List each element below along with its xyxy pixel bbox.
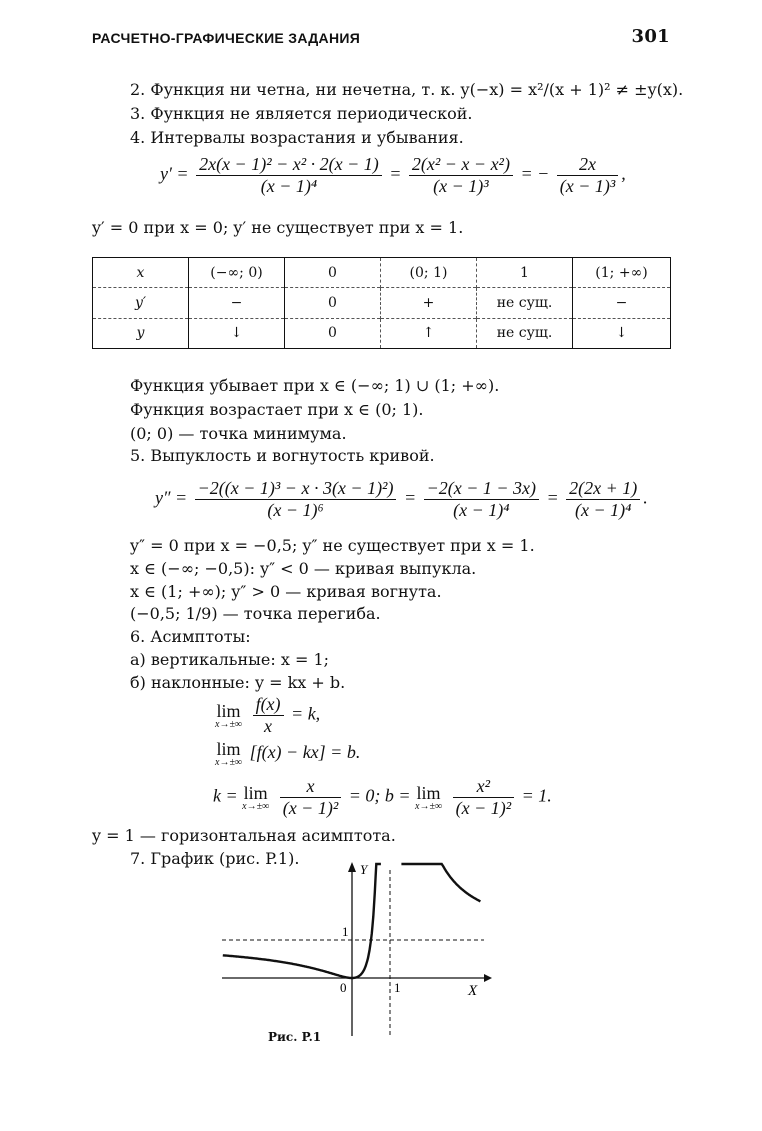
fraction: $\frac{x}{\text{(x − 1)²}}$ [280,776,342,819]
increasing-line: Функция возрастает при x ∈ (0; 1). [130,400,424,419]
y-axis-label: Y [360,862,368,877]
convex-line: x ∈ (−∞; −0,5): y″ < 0 — кривая выпукла. [130,559,477,578]
limit-k-definition: lim x→±∞ $\frac{f(x)}{x}$ = k, [215,694,321,736]
k-b-values: k = lim x→±∞ $\frac{x}{\text{(x − 1)²}}$ = 0; b = lim x→±∞ $\frac{\text{x²}}{\text{(x − 1)²}}$ = 1. [213,776,552,818]
decreasing-line: Функция убывает при x ∈ (−∞; 1) ∪ (1; +∞). [130,376,500,395]
table-row: y′ − 0 + не сущ. − [93,288,671,318]
second-derivative-formula: y″ = $\frac{\text{−2((x − 1)³ − x · 3(x − 1)²)}}{\text{(x − 1)⁶}}$ = $\frac{-2(x - 1 - 3x)}{\text{(x − 1)⁴}}$ = $\frac{2(2x + 1)}{\text{(x − 1)⁴}}$ . [155,478,648,520]
first-derivative-formula: y′ = $\frac{\text{2x(x − 1)² − x² · 2(x − 1)}}{\text{(x − 1)⁴}}$ = $\frac{\text{2(x² − x − x²)}}{\text{(x − 1)³}}$ = − $\frac{2x}{\text{(x − 1)³}}$ , [160,154,626,196]
fraction: $\frac{2x}{\text{(x − 1)³}}$ [557,154,619,197]
point-5: 5. Выпуклость и вогнутость кривой. [130,446,435,465]
fraction: $\frac{\text{2(x² − x − x²)}}{\text{(x − 1)³}}$ [409,154,513,197]
point-2: 2. Функция ни четна, ни нечетна, т. к. y(−x) = x²/(x + 1)² ≠ ±y(x). [130,80,684,99]
fraction: $\frac{f(x)}{x}$ [253,694,284,737]
inflection-line: (−0,5; 1/9) — точка перегиба. [130,604,381,623]
concave-line: x ∈ (1; +∞); y″ > 0 — кривая вогнута. [130,582,442,601]
point-3: 3. Функция не является периодической. [130,104,473,123]
figure-caption: Рис. P.1 [268,1030,322,1044]
horizontal-asymptote: y = 1 — горизонтальная асимптота. [92,826,396,845]
x-axis-label: X [468,983,478,999]
table-row: x (−∞; 0) 0 (0; 1) 1 (1; +∞) [93,258,671,288]
x-axis-arrow [484,974,492,982]
point-4: 4. Интервалы возрастания и убывания. [130,128,464,147]
page-header [92,26,670,47]
table-row: y ↓ 0 ↑ не сущ. ↓ [93,318,671,348]
fraction: $\frac{2(2x + 1)}{\text{(x − 1)⁴}}$ [566,478,640,521]
page-number: 301 [631,26,670,47]
y-axis-arrow [348,862,356,872]
second-derivative-zero: y″ = 0 при x = −0,5; y″ не существует при x = 1. [130,536,535,555]
oblique-asymptote: б) наклонные: y = kx + b. [130,673,346,692]
function-curve-right [401,864,480,901]
fraction: $\frac{\text{2x(x − 1)² − x² · 2(x − 1)}}{\text{(x − 1)⁴}}$ [196,154,382,197]
fraction: $\frac{-2(x - 1 - 3x)}{\text{(x − 1)⁴}}$ [424,478,539,521]
minimum-line: (0; 0) — точка минимума. [130,424,347,443]
sign-table [92,257,671,349]
point-7: 7. График (рис. P.1). [130,849,300,868]
limit-b-definition: lim x→±∞ [f(x) − kx] = b. [215,739,361,768]
x-one-label: 1 [394,980,401,995]
y-one-label: 1 [342,924,349,939]
fraction: $\frac{\text{x²}}{\text{(x − 1)²}}$ [453,776,515,819]
vertical-asymptote: а) вертикальные: x = 1; [130,650,330,669]
derivative-zero-line: y′ = 0 при x = 0; y′ не существует при x = 1. [92,218,464,237]
running-title: РАСЧЕТНО-ГРАФИЧЕСКИЕ ЗАДАНИЯ [92,30,361,46]
origin-label: 0 [340,980,347,995]
point-6: 6. Асимптоты: [130,627,251,646]
function-graph [222,860,492,1040]
fraction: $\frac{\text{−2((x − 1)³ − x · 3(x − 1)²)}}{\text{(x − 1)⁶}}$ [195,478,397,521]
function-curve-left [223,864,381,978]
